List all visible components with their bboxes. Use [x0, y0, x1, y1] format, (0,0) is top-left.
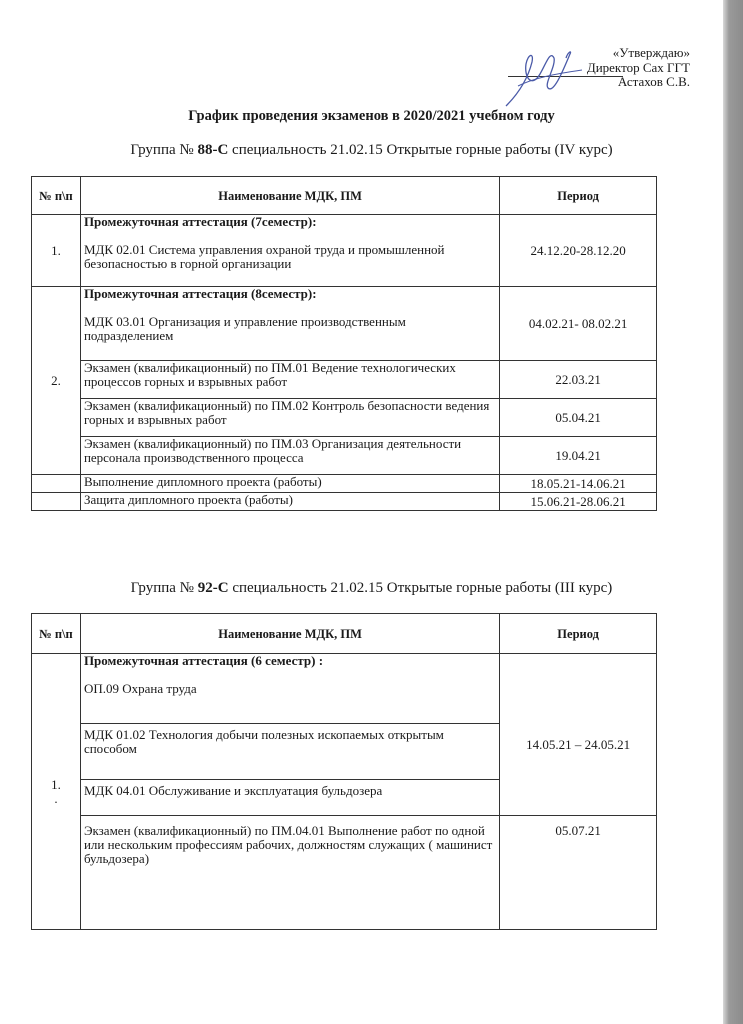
row-period: 05.04.21: [500, 399, 657, 437]
row-number-mark: .: [54, 790, 58, 806]
group-heading-prefix: Группа №: [130, 142, 198, 158]
table-row: [32, 287, 657, 361]
row-number-empty: [32, 475, 81, 493]
row-subject: МДК 01.02 Технология добычи полезных ископаемых открытым способом: [80, 724, 499, 780]
column-header-period: Период: [500, 177, 657, 215]
table-row: [32, 654, 657, 724]
row-number: 2.: [32, 287, 81, 475]
row-name-cell: [80, 287, 499, 361]
table-row: [32, 493, 657, 511]
approval-label: «Утверждаю»: [612, 45, 690, 60]
row-stage: Промежуточная аттестация (6 семестр) :: [83, 653, 324, 668]
column-header-name: Наименование МДК, ПМ: [80, 614, 499, 654]
signature-mark: [498, 44, 588, 114]
group-heading-suffix: специальность 21.02.15 Открытые горные работы (III курс): [228, 580, 613, 596]
table-row: [32, 215, 657, 287]
table-row: [32, 816, 657, 930]
table-header-row: [32, 614, 657, 654]
group-heading-88c: [0, 142, 743, 159]
row-period: 22.03.21: [500, 361, 657, 399]
row-period: 04.02.21- 08.02.21: [500, 287, 657, 361]
column-header-num: № п\п: [32, 614, 81, 654]
column-header-period: Период: [500, 614, 657, 654]
row-number: [32, 654, 81, 930]
row-period: 18.05.21-14.06.21: [500, 475, 657, 493]
row-stage: Промежуточная аттестация (7семестр):: [83, 214, 317, 229]
approval-position: Директор Сах ГГТ: [586, 59, 690, 75]
row-period: 19.04.21: [500, 437, 657, 475]
group-heading-suffix: специальность 21.02.15 Открытые горные работы (IV курс): [228, 142, 613, 158]
row-subject: Защита дипломного проекта (работы): [80, 493, 499, 511]
row-subject: Экзамен (квалификационный) по ПМ.01 Ведение технологических процессов горных и взрывных работ: [80, 361, 499, 399]
row-subject: ОП.09 Охрана труда: [83, 681, 197, 696]
column-header-name: Наименование МДК, ПМ: [80, 177, 499, 215]
row-period: 14.05.21 – 24.05.21: [500, 654, 657, 816]
group-number: 88-С: [197, 142, 229, 158]
table-header-row: [32, 177, 657, 215]
table-row: [32, 475, 657, 493]
row-period: 15.06.21-28.06.21: [500, 493, 657, 511]
row-number: 1.: [32, 215, 81, 287]
row-name-cell: [80, 215, 499, 287]
approval-name: Астахов С.В.: [617, 74, 690, 89]
row-number-text: 1.: [51, 776, 61, 792]
group-heading-92c: [0, 580, 743, 597]
table-row: [32, 361, 657, 399]
group-heading-prefix: Группа №: [130, 580, 198, 596]
document-title: График проведения экзаменов в 2020/2021 учебном году: [188, 108, 555, 124]
exam-table-88c: [31, 176, 657, 511]
row-subject: МДК 03.01 Организация и управление производственным подразделением: [83, 314, 406, 343]
group-number: 92-С: [197, 580, 229, 596]
table-row: [32, 399, 657, 437]
row-subject: Экзамен (квалификационный) по ПМ.04.01 Выполнение работ по одной или нескольким профессиям рабочих, должностям служащих ( машинист бульдозера): [80, 816, 499, 930]
row-subject: МДК 02.01 Система управления охраной труда и промышленной безопасностью в горной организации: [83, 242, 445, 271]
row-period: 24.12.20-28.12.20: [500, 215, 657, 287]
row-stage: Промежуточная аттестация (8семестр):: [83, 286, 317, 301]
row-subject: Экзамен (квалификационный) по ПМ.03 Организация деятельности персонала производственного процесса: [80, 437, 499, 475]
exam-table-92c: [31, 613, 657, 930]
column-header-num: № п\п: [32, 177, 81, 215]
table-row: [32, 437, 657, 475]
row-name-cell: [80, 654, 499, 724]
row-subject: Экзамен (квалификационный) по ПМ.02 Контроль безопасности ведения горных и взрывных работ: [80, 399, 499, 437]
row-subject: Выполнение дипломного проекта (работы): [80, 475, 499, 493]
row-number-empty: [32, 493, 81, 511]
row-period: 05.07.21: [500, 816, 657, 930]
row-subject: МДК 04.01 Обслуживание и эксплуатация бульдозера: [80, 780, 499, 816]
